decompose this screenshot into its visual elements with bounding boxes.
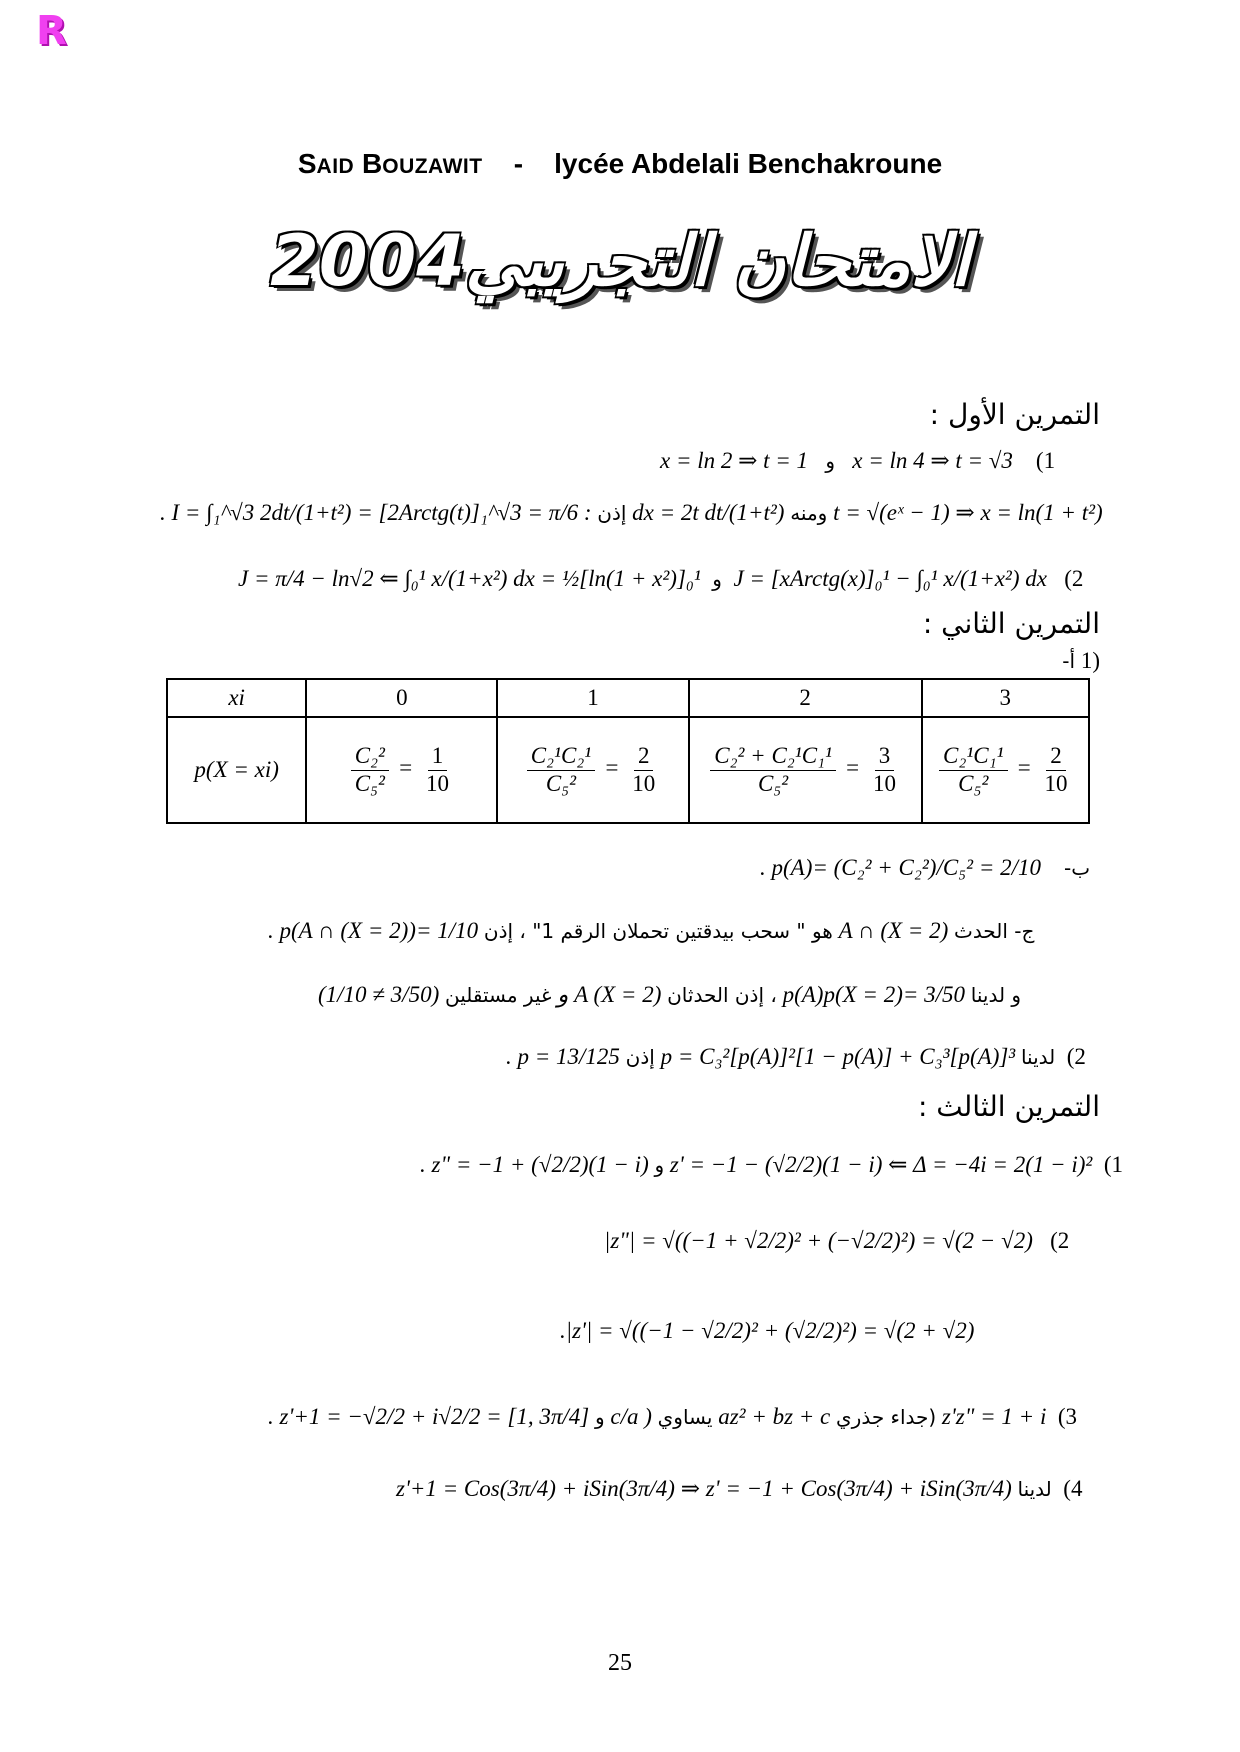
ex3-q3-label: (3 bbox=[1057, 1404, 1078, 1429]
ex3-q2-line2 bbox=[560, 1318, 974, 1344]
table-cell: $\frac{\text{C₂²}}{\text{C₅²}}$ = $\frac{1}{10}$ bbox=[306, 717, 497, 823]
table-header-cell: 1 bbox=[497, 679, 688, 717]
table-cell: $\frac{\text{C₂¹C₂¹}}{\text{C₅²}}$ = $\frac{2}{10}$ bbox=[497, 717, 688, 823]
ex3-q1-and: و bbox=[654, 1153, 665, 1177]
ex2-c-result: . p(A ∩ (X = 2))= 1/10 bbox=[268, 918, 479, 943]
author-last-rest: OUZAWIT bbox=[382, 155, 483, 178]
cell-expr-num: C₂² bbox=[351, 743, 389, 770]
ex3-q3-poly: az² + bz + c bbox=[718, 1404, 831, 1429]
page-title: الامتحان التجريبي2004 bbox=[270, 220, 970, 302]
cell-expr-den: C₅² bbox=[545, 770, 577, 796]
ex2-c-line bbox=[268, 918, 1034, 944]
table-header-cell: 3 bbox=[922, 679, 1089, 717]
ex3-q3-text: (جداء جذري bbox=[836, 1405, 937, 1429]
author-first-rest: AID bbox=[316, 155, 355, 178]
cell-num: 3 bbox=[875, 743, 895, 770]
table-cell: $\frac{\text{C₂¹C₁¹}}{\text{C₅²}}$ = $\frac{2}{10}$ bbox=[922, 717, 1089, 823]
ex2-c-label: ج- الحدث bbox=[953, 919, 1035, 943]
ex1-q1-line1 bbox=[660, 448, 1055, 474]
school-name: lycée Abdelali Benchakroune bbox=[554, 148, 943, 179]
cell-num: 2 bbox=[634, 743, 654, 770]
ex3-q3-and: و bbox=[594, 1405, 605, 1429]
page-header bbox=[0, 148, 1240, 180]
probability-table bbox=[166, 678, 1090, 824]
ex3-q4-label: (4 bbox=[1063, 1476, 1083, 1501]
ex3-q4-line bbox=[396, 1476, 1082, 1502]
table-row-label: p(X = xi) bbox=[167, 717, 306, 823]
ex3-q4-expr: z'+1 = Cos(3π/4) + iSin(3π/4) ⇒ z' = −1 + Cos(3π/4) + iSin(3π/4) bbox=[396, 1476, 1012, 1501]
ex1-q1-colon: : bbox=[583, 500, 592, 525]
ex1-q1-label: (1 bbox=[1035, 448, 1056, 473]
author-first-initial: S bbox=[297, 148, 317, 179]
ex3-q3-prod: z'z" = 1 + i bbox=[941, 1404, 1047, 1429]
ex1-q2-result: J = π/4 − ln√2 ⇐ ∫₀¹ x/(1+x²) dx = ½[ln(1 + x²)]₀¹ bbox=[238, 566, 701, 591]
ex2-q1-row bbox=[1062, 648, 1100, 674]
ex3-q2-z2: |z"| = √((−1 + √2/2)² + (−√2/2)²) = √(2 − √2) bbox=[604, 1228, 1033, 1253]
ex3-q1-z2: . z" = −1 + (√2/2)(1 − i) bbox=[420, 1152, 649, 1177]
ex3-q1-z1: z' = −1 − (√2/2)(1 − i) ⇐ bbox=[669, 1152, 908, 1177]
cell-den: 10 bbox=[1044, 770, 1068, 796]
table-header-x: xi bbox=[167, 679, 306, 717]
ex2-q2-expr: p = C₃²[p(A)]²[1 − p(A)] + C₃³[p(A)]³ bbox=[660, 1044, 1016, 1069]
ex3-q4-we-have: لدينا bbox=[1017, 1477, 1052, 1501]
ex1-q1-and: و bbox=[825, 449, 835, 473]
ex2-d-ineq: (1/10 ≠ 3/50) bbox=[318, 982, 440, 1007]
ex1-heading: التمرين الأول : bbox=[929, 398, 1100, 431]
ex2-q2-idhan: إذن bbox=[625, 1045, 655, 1069]
page-number: 25 bbox=[608, 1650, 632, 1676]
ex3-q1-delta: Δ = −4i = 2(1 − i)² bbox=[913, 1152, 1093, 1177]
ex1-q1-waminhu: ومنه bbox=[790, 501, 828, 525]
ex2-d-product: p(A)p(X = 2)= 3/50 bbox=[782, 982, 966, 1007]
ex2-b-text: . p(A)= (C₂² + C₂²)/C₅² = 2/10 bbox=[760, 855, 1041, 880]
cell-den: 10 bbox=[425, 770, 449, 796]
table-header-cell: 2 bbox=[689, 679, 922, 717]
cell-expr-den: C₅² bbox=[757, 770, 789, 796]
ex2-d-and-a: و A bbox=[557, 982, 588, 1007]
ex3-q3-equals: يساوي bbox=[657, 1405, 713, 1429]
ex2-c-event: A ∩ (X = 2) bbox=[838, 918, 949, 943]
logo-mark: R bbox=[36, 8, 67, 54]
cell-expr-den: C₅² bbox=[958, 770, 989, 796]
cell-num: 1 bbox=[428, 743, 448, 770]
table-header-cell: 0 bbox=[306, 679, 497, 717]
ex3-q2-line1 bbox=[604, 1228, 1069, 1254]
ex1-q1-left: x = ln 2 ⇒ t = 1 bbox=[660, 448, 809, 473]
ex2-b-label: ب- bbox=[1063, 856, 1091, 880]
ex1-q2-label: (2 bbox=[1064, 566, 1084, 591]
cell-den: 10 bbox=[632, 770, 656, 796]
header-separator: - bbox=[513, 148, 524, 179]
ex1-q1-idhan: إذن bbox=[597, 501, 627, 525]
ex3-q3-ca: c/a ) bbox=[610, 1404, 652, 1429]
ex2-heading: التمرين الثاني : bbox=[922, 607, 1100, 640]
ex2-d-we-have: و لدينا bbox=[970, 983, 1022, 1007]
table-cell: $\frac{\text{C₂² + C₂¹C₁¹}}{\text{C₅²}}$ = $\frac{3}{10}$ bbox=[689, 717, 922, 823]
ex2-d-text: ، إذن الحدثان bbox=[667, 983, 777, 1007]
cell-expr-num: C₂² + C₂¹C₁¹ bbox=[710, 743, 836, 770]
ex1-q1-t: t = √(eˣ − 1) ⇒ x = ln(1 + t²) bbox=[833, 500, 1103, 525]
ex3-q2-label: (2 bbox=[1050, 1228, 1070, 1253]
ex1-q2-line bbox=[238, 566, 1083, 592]
ex3-heading: التمرين الثالث : bbox=[917, 1090, 1100, 1123]
ex2-q1-label: (1 bbox=[1080, 648, 1100, 673]
cell-den: 10 bbox=[872, 770, 896, 796]
ex2-d-not-indep: غير مستقلين bbox=[444, 983, 552, 1007]
ex1-q1-right: x = ln 4 ⇒ t = √3 bbox=[852, 448, 1013, 473]
ex1-q1-dx: dx = 2t dt/(1+t²) bbox=[632, 500, 785, 525]
ex2-q2-line bbox=[506, 1044, 1086, 1070]
ex2-d-line bbox=[318, 982, 1021, 1008]
ex2-c-is: هو " سحب بيدقتين تحملان الرقم 1" ، إذن bbox=[483, 919, 833, 943]
ex3-q3-line bbox=[268, 1404, 1077, 1430]
ex1-q1-line2 bbox=[160, 500, 1103, 526]
cell-expr-num: C₂¹C₂¹ bbox=[527, 743, 595, 770]
ex1-q1-integral: . I = ∫₁^√3 2dt/(1+t²) = [2Arctg(t)]₁^√3 = π/6 bbox=[160, 500, 579, 525]
cell-num: 2 bbox=[1046, 743, 1066, 770]
ex2-b-line bbox=[760, 855, 1090, 881]
ex3-q1-label: (1 bbox=[1103, 1152, 1124, 1177]
ex1-q2-and: و bbox=[712, 567, 722, 591]
ex3-q1-line bbox=[420, 1152, 1123, 1178]
ex3-q3-result: . z'+1 = −√2/2 + i√2/2 = [1, 3π/4] bbox=[268, 1404, 590, 1429]
ex2-q1-a: أ- bbox=[1062, 649, 1076, 673]
cell-expr-den: C₅² bbox=[354, 770, 385, 796]
ex3-q2-z1: .|z'| = √((−1 − √2/2)² + (√2/2)²) = √(2 + √2) bbox=[560, 1318, 975, 1343]
ex2-q2-we-have: لدينا bbox=[1020, 1045, 1056, 1069]
cell-expr-num: C₂¹C₁¹ bbox=[939, 743, 1007, 770]
ex2-q2-label: (2 bbox=[1066, 1044, 1086, 1069]
ex2-d-events: (X = 2) bbox=[593, 982, 662, 1007]
ex1-q2-ipp: J = [xArctg(x)]₀¹ − ∫₀¹ x/(1+x²) dx bbox=[733, 566, 1047, 591]
ex2-q2-result: . p = 13/125 bbox=[506, 1044, 620, 1069]
author-last-initial: B bbox=[362, 148, 383, 179]
